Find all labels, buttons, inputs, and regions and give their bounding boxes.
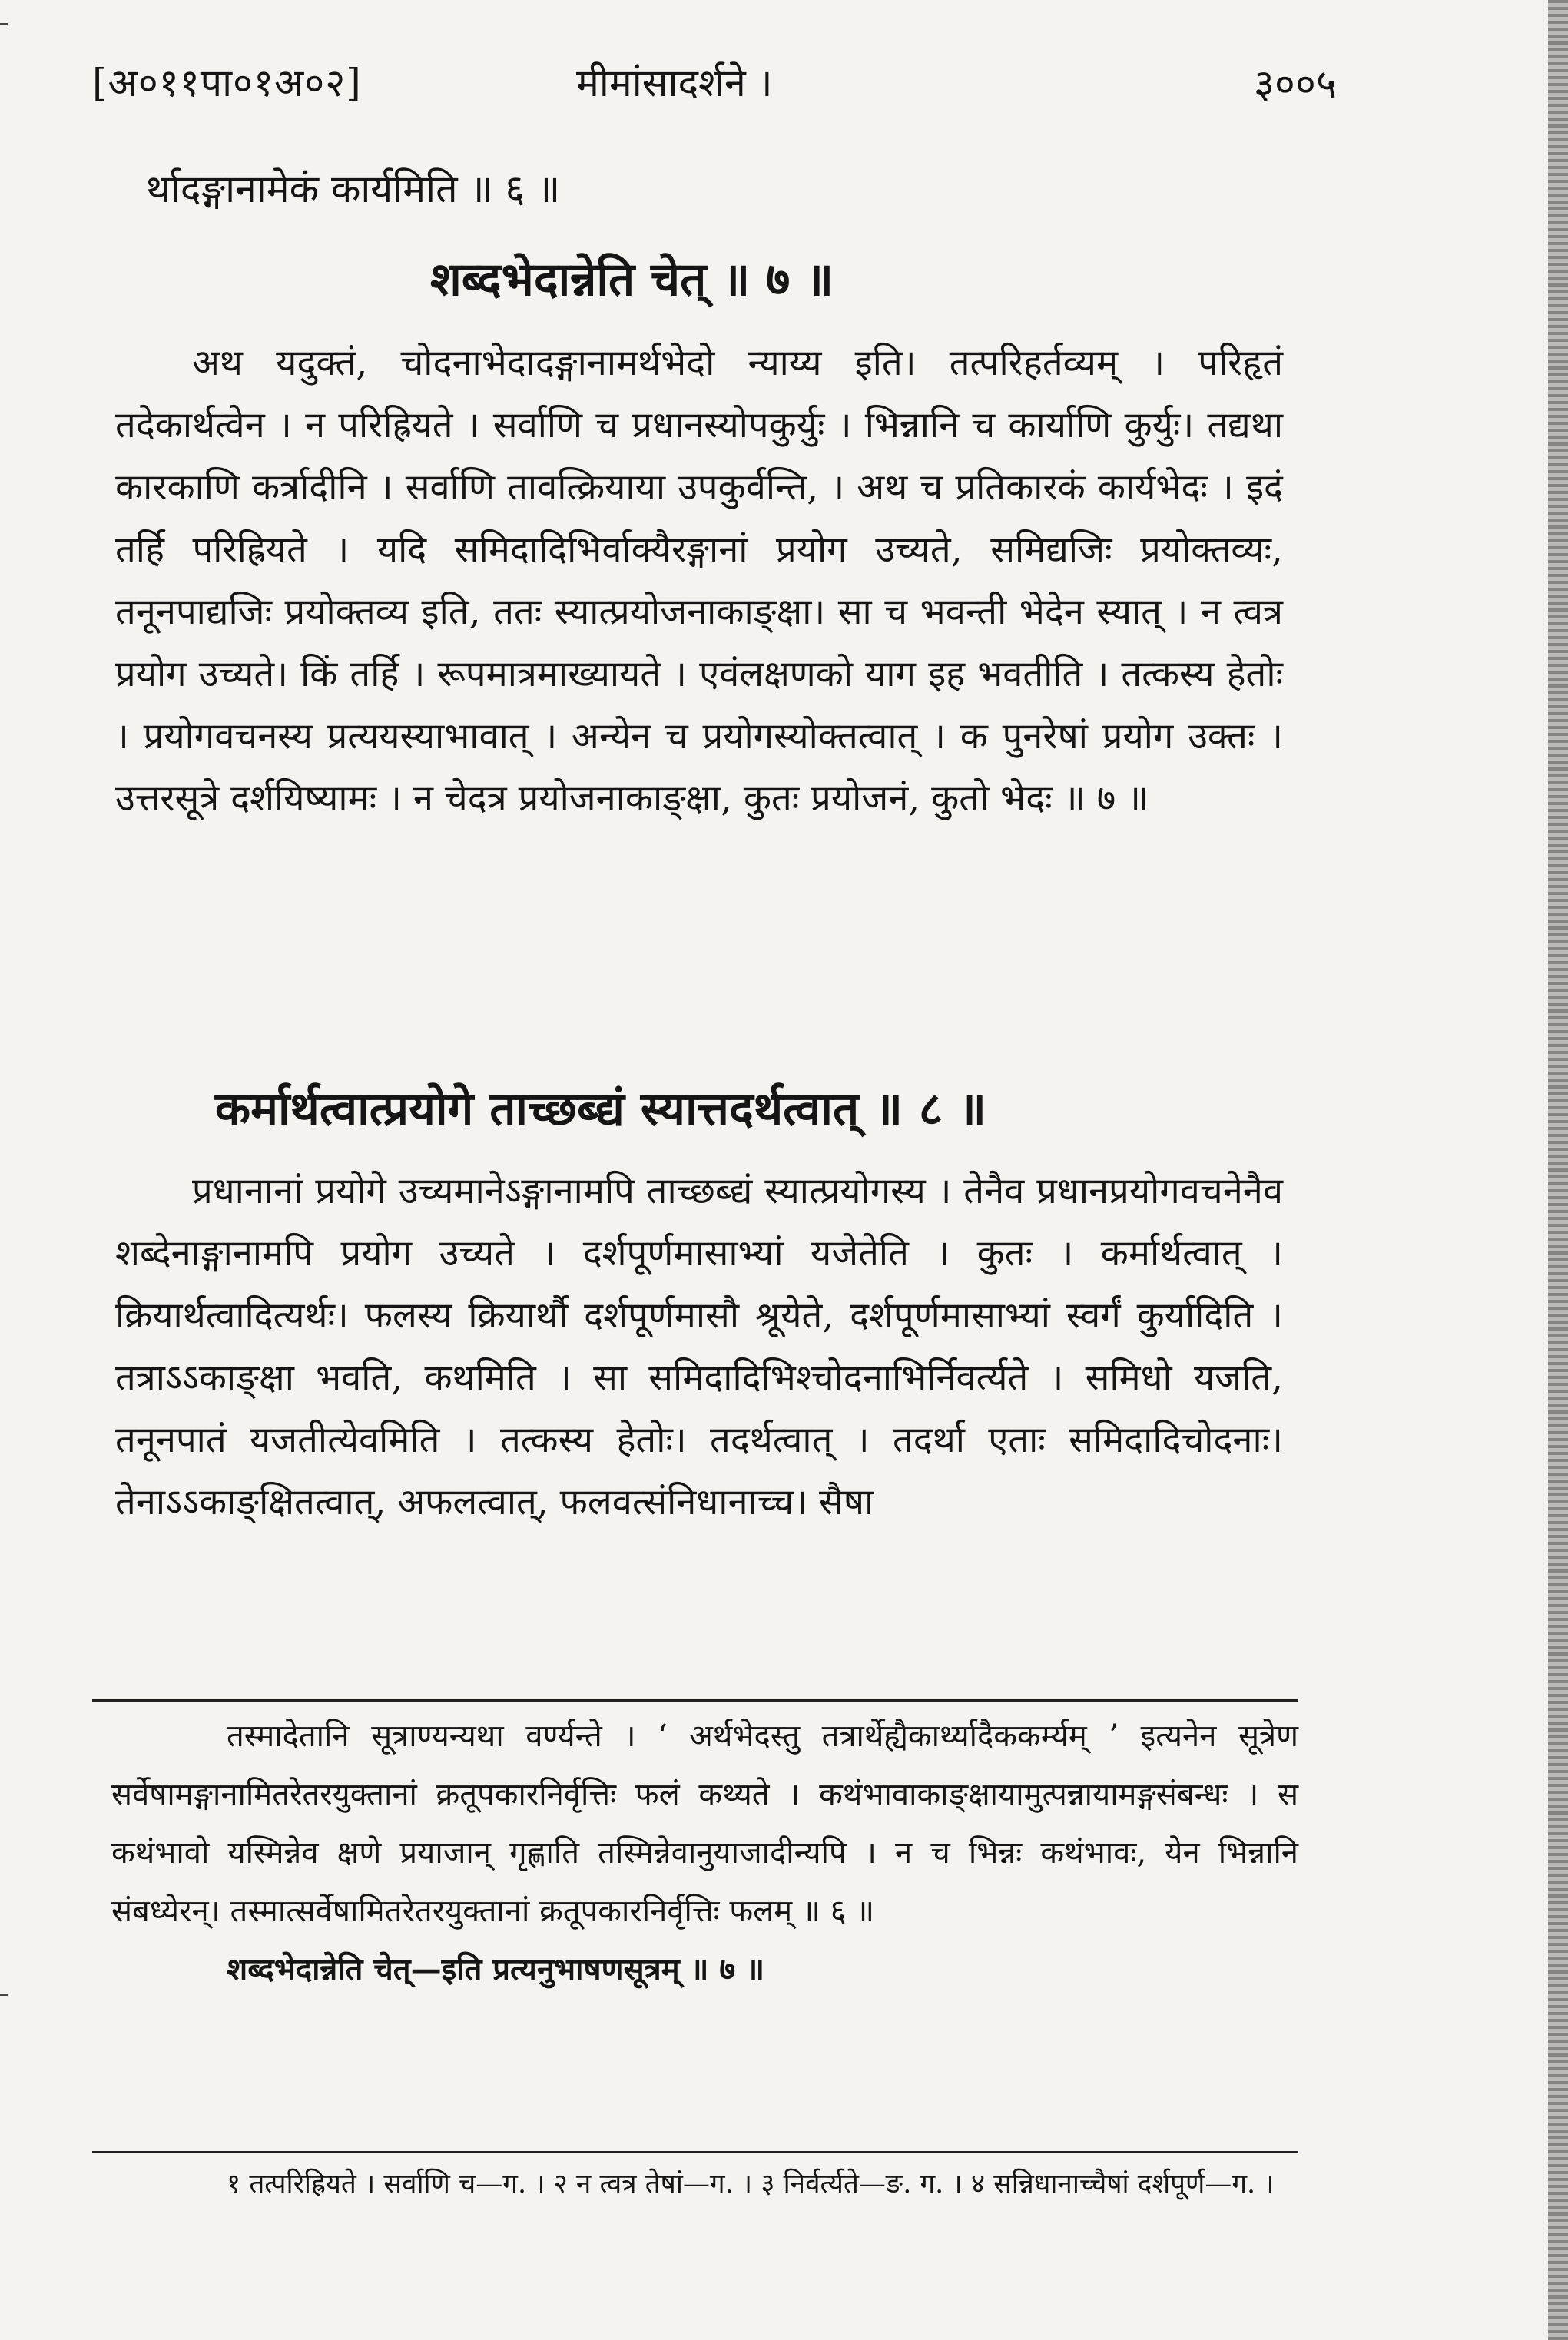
commentary-7-text: अथ यदुक्तं, चोदनाभेदादङ्गानामर्थभेदो न्याय्य इति। तत्परिहर्तव्यम् । परिहृतं तदेकार्थत्वेन । न परिह्रियते । सर्वाणि च प्रधानस्योपकुर्युः । भिन्नानि च कार्याणि कुर्युः। तद्यथा कारकाणि कर्त्रादीनि । सर्वाणि तावत्क्रियाया उपकुर्वन्ति, । अथ च प्रतिकारकं कार्यभेदः । इदं तर्हि परिह्रियते । यदि समिदादिभिर्वाक्यैरङ्गानां प्रयोग उच्यते, समिद्यजिः प्रयोक्तव्यः, तनूनपाद्यजिः प्रयोक्तव्य इति, ततः स्यात्प्रयोजनाकाङ्क्षा। सा च भवन्ती भेदेन स्यात् । न त्वत्र प्रयोग उच्यते। किं तर्हि । रूपमात्रमाख्यायते । एवंलक्षणको याग इह भवतीति । तत्कस्य हेतोः । प्रयोगवचनस्य प्रत्ययस्याभावात् । अन्येन च प्रयोगस्योक्तत्वात् । क पुनरेषां प्रयोग उक्तः । उत्तरसूत्रे दर्शयिष्यामः । न चेदत्र प्रयोजनाकाङ्क्षा, कुतः प्रयोजनं, कुतो भेदः ॥ ७ ॥ [115,342,1283,820]
footnote-text: १ तत्परिह्रियते । सर्वाणि च—ग. । २ न त्वत्र तेषां—ग. । ३ निर्वर्त्यते—ङ. ग. । ४ सन्निधानाच्चैषां दर्शपूर्ण—ग. । [227,2169,1275,2199]
scan-mark [0,1994,8,1996]
sutra-8-heading: कर्मार्थत्वात्प्रयोगे ताच्छब्द्यं स्यात्तदर्थत्वात् ॥ ८ ॥ [215,1082,986,1136]
footnote-rule [92,2151,1298,2153]
divider-rule [92,1699,1298,1702]
binding-edge [1548,0,1568,2340]
page-header [92,48,1337,117]
commentary-7 [115,332,1283,830]
sutra-7-heading: शब्दभेदान्नेति चेत् ॥ ७ ॥ [430,253,834,307]
chapter-reference: [अ०११पा०१अ०२] [92,61,362,105]
commentary-8 [115,1160,1283,1533]
footnotes [111,2163,1298,2206]
scan-mark [0,23,8,25]
commentary-8-text: प्रधानानां प्रयोगे उच्यमानेऽङ्गानामपि ताच्छब्द्यं स्यात्प्रयोगस्य । तेनैव प्रधानप्रयोगवचनेनैव शब्देनाङ्गानामपि प्रयोग उच्यते । दर्शपूर्णमासाभ्यां यजेतेति । कुतः । कर्मार्थत्वात् । क्रियार्थत्वादित्यर्थः। फलस्य क्रियार्थौ दर्शपूर्णमासौ श्रूयेते, दर्शपूर्णमासाभ्यां स्वर्गं कुर्यादिति । तत्राऽऽकाङ्क्षा भवति, कथमिति । सा समिदादिभिश्चोदनाभिर्निवर्त्यते । समिधो यजति, तनूनपातं यजतीत्येवमिति । तत्कस्य हेतोः। तदर्थत्वात् । तदर्था एताः समिदादिचोदनाः। तेनाऽऽकाङ्क्षितत्वात्, अफलत्वात्, फलवत्संनिधानाच्च। सैषा [115,1170,1283,1523]
page-number: ३००५ [1253,61,1337,108]
continuation-line: र्थादङ्गानामेकं कार्यमिति ॥ ६ ॥ [146,167,561,211]
sub-commentary-sutra: शब्दभेदान्नेति चेत्—इति प्रत्यनुभाषणसूत्रम् ॥ ७ ॥ [227,1951,765,1987]
running-title: मीमांसादर्शने । [576,61,773,105]
sub-commentary-text: तस्मादेतानि सूत्राण्यन्यथा वर्ण्यन्ते । ‘ अर्थभेदस्तु तत्रार्थेह्यैकार्थ्यादैककर्म्यम् ’ इत्यनेन सूत्रेण सर्वेषामङ्गानामितरेतरयुक्तानां क्रतूपकारनिर्वृत्तिः फलं कथ्यते । कथंभावाकाङ्क्षायामुत्पन्नायामङ्गसंबन्धः । स कथंभावो यस्मिन्नेव क्षणे प्रयाजान् गृह्णाति तस्मिन्नेवानुयाजादीन्यपि । न च भिन्नः कथंभावः, येन भिन्नानि संबध्येरन्। तस्मात्सर्वेषामितरेतरयुक्तानां क्रतूपकारनिर्वृत्तिः फलम् ॥ ६ ॥ [111,1719,1298,1929]
sub-commentary [111,1707,1298,1999]
